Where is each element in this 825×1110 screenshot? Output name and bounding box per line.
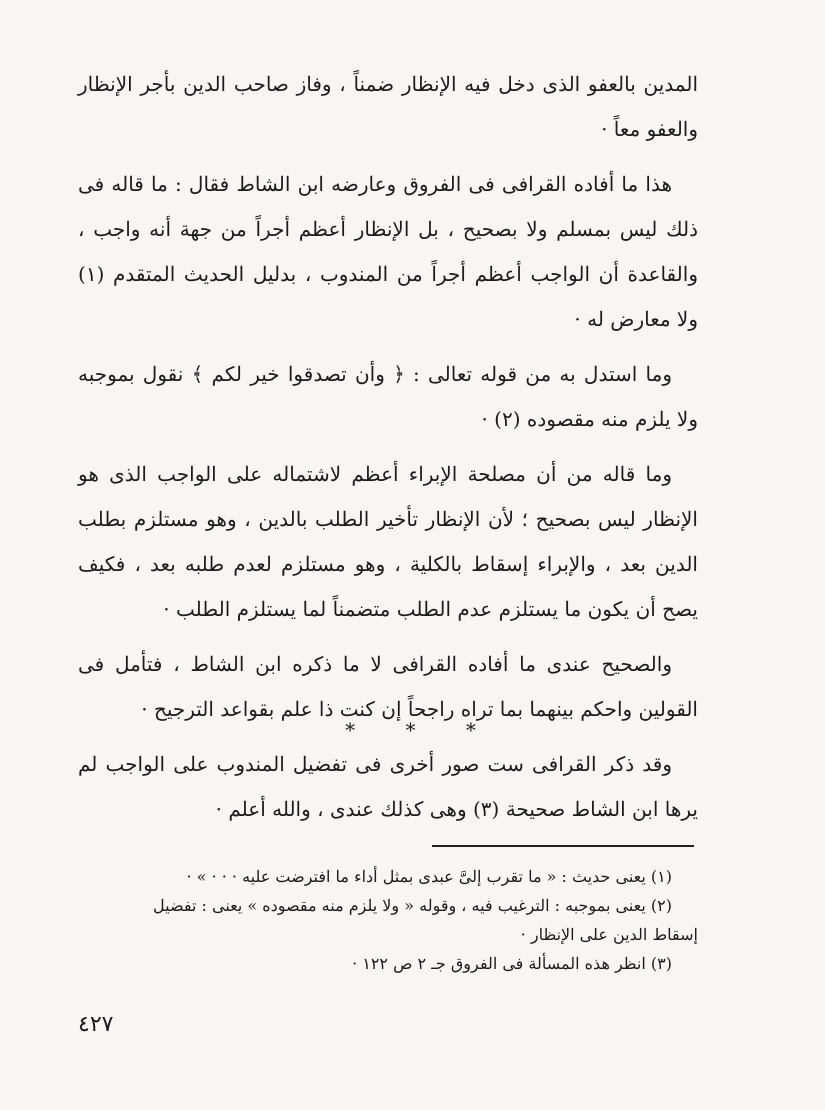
paragraph-6: وقد ذكر القرافى ست صور أخرى فى تفضيل المندوب على الواجب لم يرها ابن الشاط صحيحة (٣) وهى كذلك عندى ، والله أعلم ·: [78, 752, 698, 821]
paragraph-3: وما استدل به من قوله تعالى : ﴿ وأن تصدقوا خير لكم ﴾ نقول بموجبه ولا يلزم منه مقصوده (٢) ·: [78, 362, 698, 431]
footnote-1: (١) يعنى حديث : « ما تقرب إلىَّ عبدى بمثل أداء ما افترضت عليه · · · » ·: [186, 867, 672, 886]
paragraph-2: هذا ما أفاده القرافى فى الفروق وعارضه ابن الشاط فقال : ما قاله فى ذلك ليس بمسلم ولا بصحيح ، بل الإنظار أعظم أجراً من جهة أنه واجب ، والقاعدة أن الواجب أعظم أجراً من المندوب ، بدليل الحديث المتقدم (١) ولا معارض له ·: [78, 172, 698, 331]
footnote-2-continuation: إسقاط الدين على الإنظار ·: [520, 925, 698, 944]
section-ornament: * * *: [345, 718, 498, 742]
paragraph-5: والصحيح عندى ما أفاده القرافى لا ما ذكره ابن الشاط ، فتأمل فى القولين واحكم بينهما بما تراه راجحاً إن كنت ذا علم بقواعد الترجيح ·: [78, 652, 698, 721]
footnote-divider: [432, 845, 694, 847]
footnote-3: (٣) انظر هذه المسألة فى الفروق جـ ٢ ص ١٢٢ ·: [352, 954, 672, 973]
footnotes: [78, 862, 698, 978]
paragraph-4: وما قاله من أن مصلحة الإبراء أعظم لاشتماله على الواجب الذى هو الإنظار ليس بصحيح ؛ لأن الإنظار تأخير الطلب بالدين ، وهو مستلزم بطلب الدين بعد ، والإبراء إسقاط بالكلية ، وهو مستلزم لعدم طلبه بعد ، فكيف يصح أن يكون ما يستلزم عدم الطلب متضمناً لما يستلزم الطلب ·: [78, 462, 698, 621]
footnote-2: (٢) يعنى بموجبه : الترغيب فيه ، وقوله « ولا يلزم منه مقصوده » يعنى : تفضيل: [153, 896, 672, 915]
page-number: ٤٢٧: [78, 1012, 114, 1037]
paragraph-1: المدين بالعفو الذى دخل فيه الإنظار ضمناً ، وفاز صاحب الدين بأجر الإنظار والعفو معاً ·: [78, 72, 698, 141]
